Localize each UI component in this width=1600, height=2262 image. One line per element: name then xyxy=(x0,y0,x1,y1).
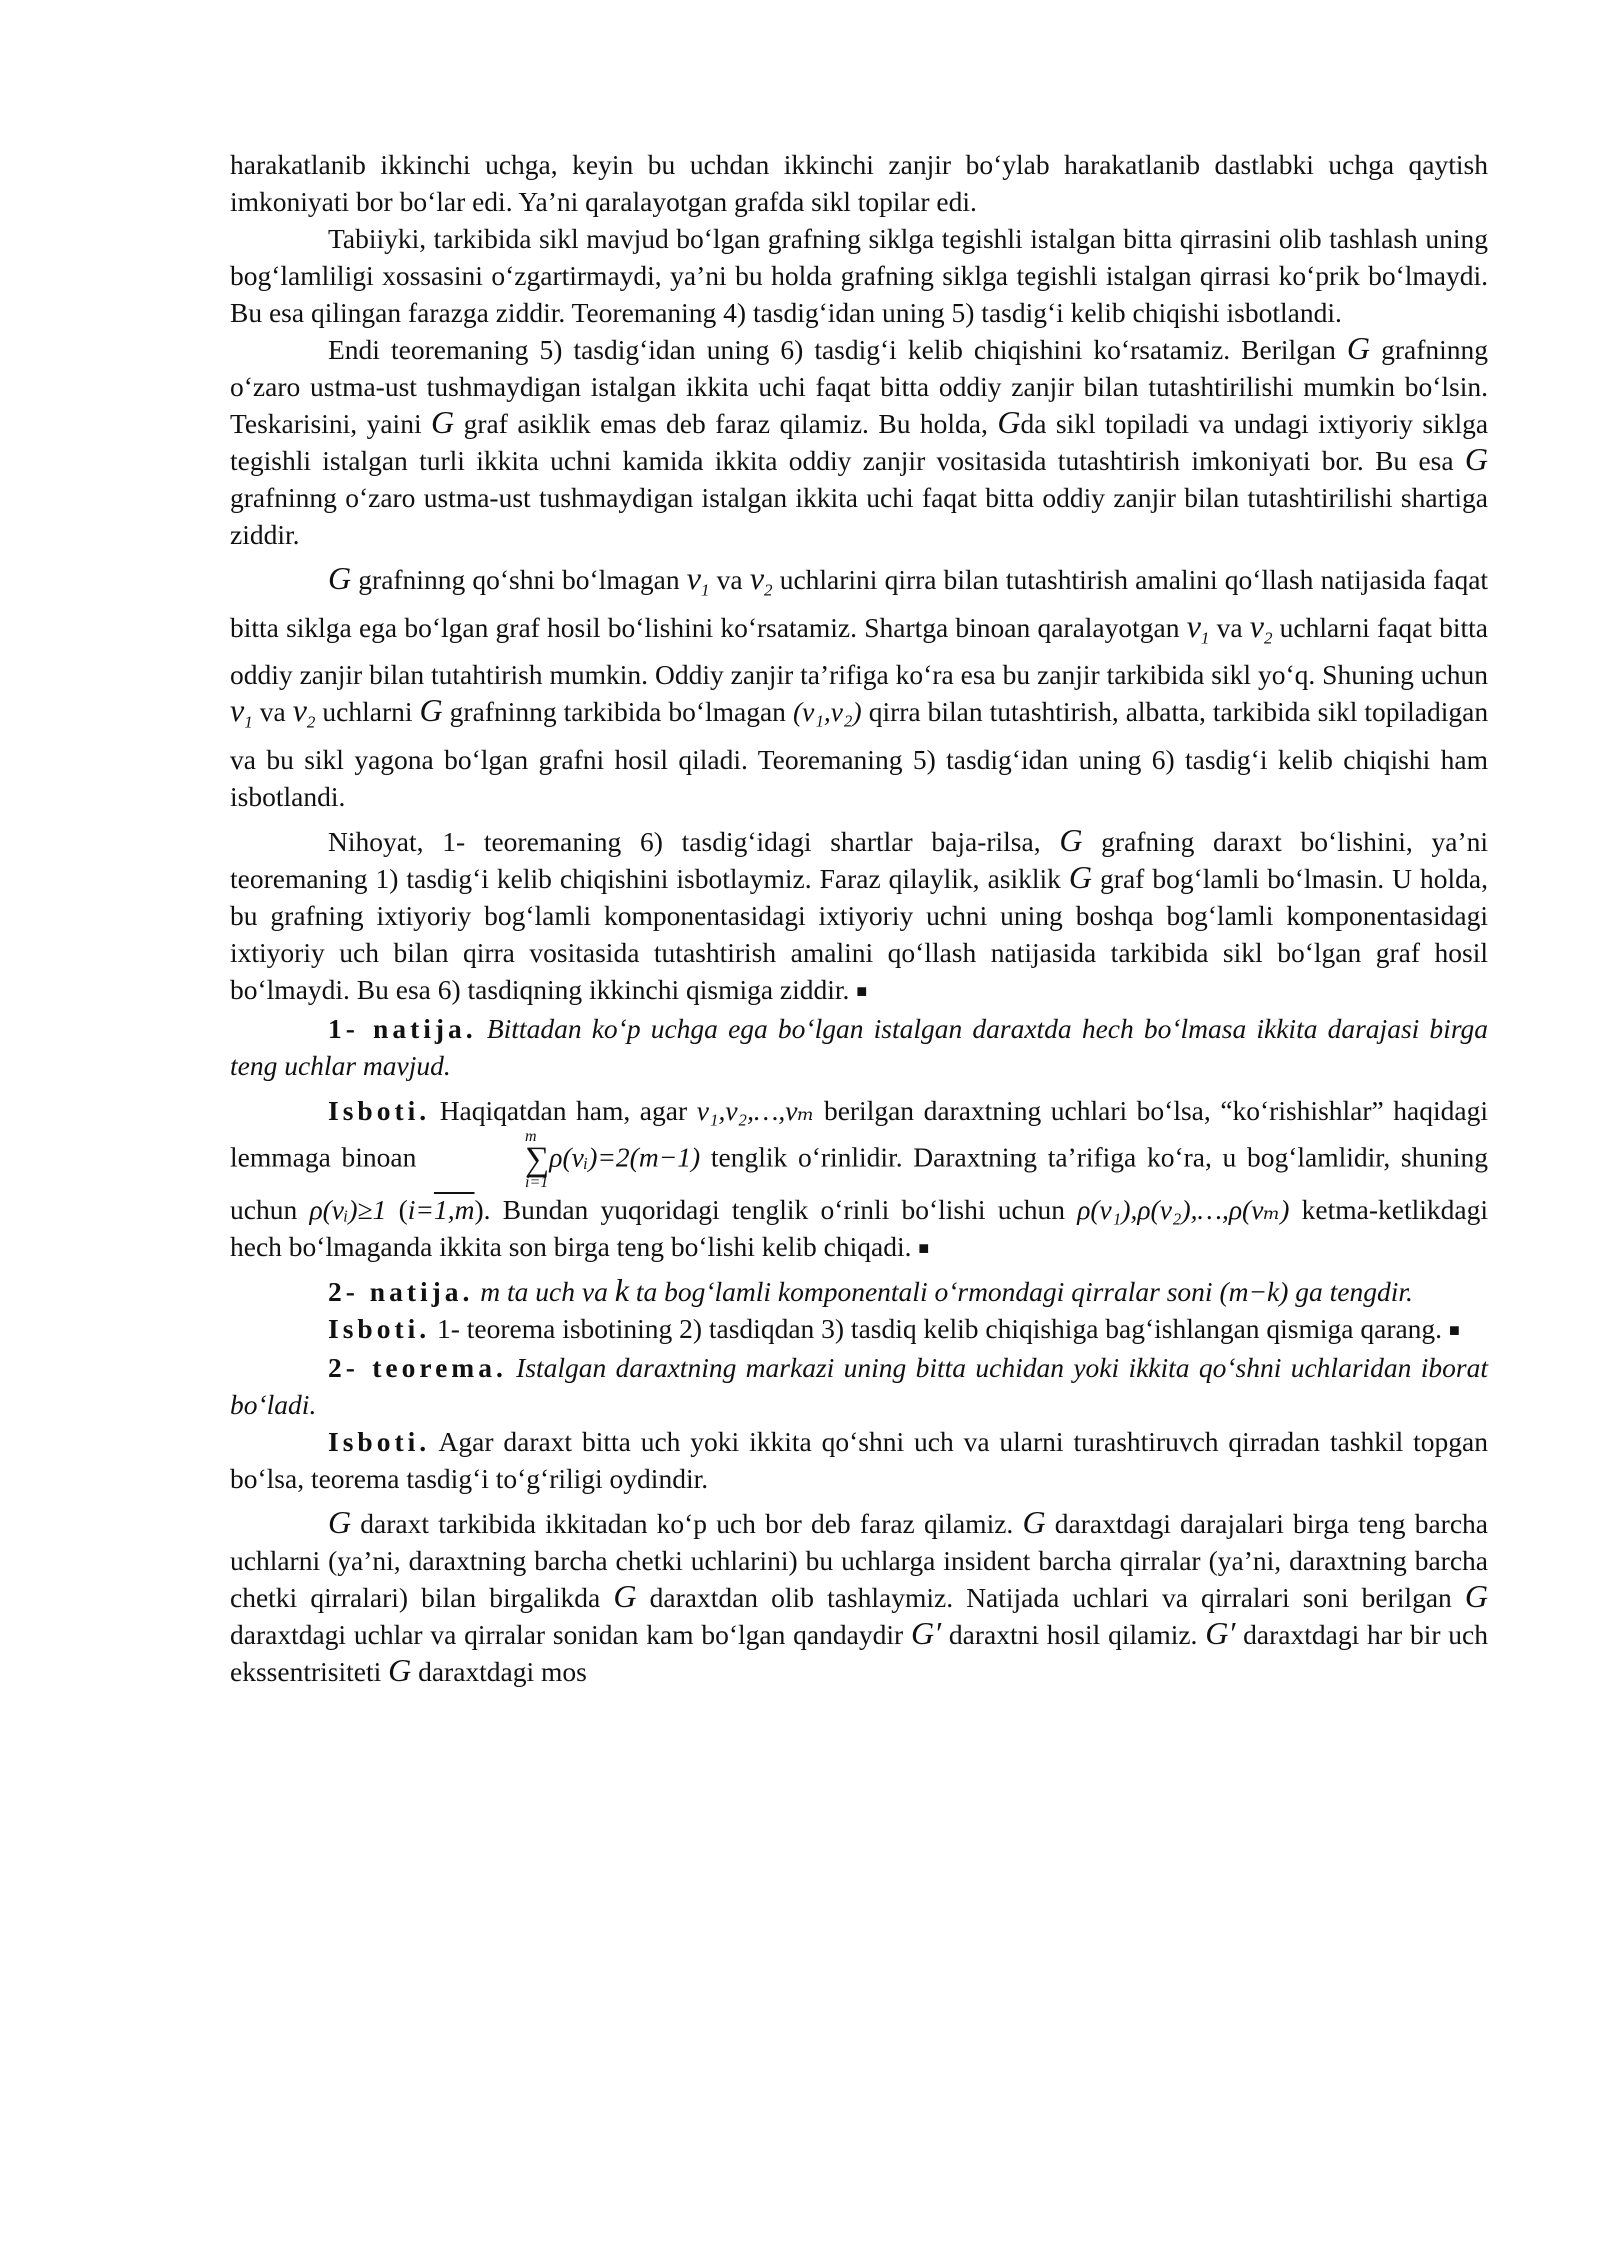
math-expression: (m−k) xyxy=(1219,1275,1289,1307)
qed-mark: ■ xyxy=(1448,1319,1460,1340)
math-symbol: G′ xyxy=(1205,1614,1236,1651)
corollary-2: 2- natija. m ta uch va k ta bog‘lamli komponentali o‘rmondagi qirralar soni (m−k) ga tengdir. xyxy=(328,1271,1413,1308)
page-content xyxy=(230,146,1488,1690)
math-symbol: G xyxy=(1464,441,1488,477)
math-symbol: G xyxy=(613,1577,637,1614)
paragraph: Nihoyat, 1- teoremaning 6) tasdig‘idagi shartlar baja-rilsa, G grafning daraxt bo‘lishini, ya’ni teoremaning 1) tasdig‘i kelib chiqishini isbotlaymiz. Faraz qilaylik, asiklik G graf bog‘lamli bo‘lmasin. U holda, bu grafning ixtiyoriy bog‘lamli komponentasidagi ixtiyoriy uchni uning boshqa bog‘lamli komponentasidagi ixtiyoriy uch bilan qirra vositasida tutashtirish amalini qo‘llash natijasida tarkibida sikl bo‘lgan graf hosil bo‘lmaydi. Bu esa 6) tasdiqning ikkinchi qismiga ziddir. ■ xyxy=(230,821,1489,1005)
proof-label: Isboti. xyxy=(328,1312,431,1344)
paragraph: G grafninng qo‘shni bo‘lmagan $v_1$ va $v_2$ uchlarini qirra bilan tutashtirish amalini qo‘llash natijasida faqat bitta siklga ega bo‘lgan graf hosil bo‘lishini ko‘rsatamiz. Shartga binoan qaralayotgan $v_1$ va $v_2$ uchlarni faqat bitta oddiy zanjir bilan tutahtirish mumkin. Oddiy zanjir ta’rifiga ko‘ra esa bu zanjir tarkibida sikl yo‘q. Shuning uchun $v_1$ va $v_2$ uchlarni G grafninng tarkibida bo‘lmagan (v₁,v₂) qirra bilan tutashtirish, albatta, tarkibida sikl topiladigan va bu sikl yagona bo‘lgan grafni hosil qiladi. Teoremaning 5) tasdig‘idan uning 6) tasdig‘i kelib chiqishi ham isbotlandi. xyxy=(230,560,1489,812)
math-symbol: $v_2$ xyxy=(292,692,316,732)
proof-1: Isboti. Haqiqatdan ham, agar v₁,v₂,…,vₘ berilgan daraxtning uchlari bo‘lsa, “ko‘rishishlar” haqidagi lemmaga binoan m ∑ i=1 ρ(vᵢ)=2(m−1) tenglik o‘rinlidir. Daraxtning ta’rifiga ko‘ra, u bog‘lamlidir, shuning uchun ρ(vᵢ)≥1 (i=1,m). Bundan yuqoridagi tenglik o‘rinli bo‘lishi uchun ρ(v₁),ρ(v₂),…,ρ(vₘ) ketma-ketlikdagi hech bo‘lmaganda ikkita son birga teng bo‘lishi kelib chiqadi. ■ xyxy=(230,1094,1489,1262)
theorem-2: 2- teorema. Istalgan daraxtning markazi uning bitta uchidan yoki ikkita qo‘shni uchlaridan iborat bo‘ladi. xyxy=(230,1351,1488,1420)
math-symbol: m xyxy=(480,1275,501,1307)
corollary-label: 1- natija. xyxy=(328,1012,477,1044)
math-symbol: G xyxy=(328,560,352,596)
proof-2: Isboti. 1- teorema isbotining 2) tasdiqdan 3) tasdiq kelib chiqishiga bag‘ishlangan qismiga qarang. ■ xyxy=(328,1312,1460,1344)
math-symbol: G xyxy=(328,1503,352,1540)
math-symbol: $v_1$ xyxy=(686,560,710,600)
math-symbol: G xyxy=(1346,330,1371,366)
math-symbol: G xyxy=(1068,858,1093,895)
proof-label: Isboti. xyxy=(328,1094,431,1126)
math-expression: (v₁,v₂) xyxy=(792,696,862,727)
math-expression: v₁,v₂,…,vₘ xyxy=(696,1094,815,1126)
math-expression: i=1,m xyxy=(407,1193,475,1225)
summation-formula: m ∑ i=1 xyxy=(525,1127,550,1191)
theorem-label: 2- teorema. xyxy=(328,1351,507,1383)
math-symbol: $v_2$ xyxy=(749,560,773,600)
math-expression: ρ(vᵢ)=2(m−1) xyxy=(549,1140,701,1172)
paragraph: G daraxt tarkibida ikkitadan ko‘p uch bor deb faraz qilamiz. G daraxtdagi darajalari birga teng barcha uchlarni (ya’ni, daraxtning barcha chetki uchlarini) bu uchlarga insident barcha qirralar (ya’ni, daraxtning barcha chetki qirralari) bilan birgalikda G daraxtdan olib tashlaymiz. Natijada uchlari va qirralari soni berilgan G daraxtdagi uchlar va qirralar sonidan kam bo‘lgan qandaydir G′ daraxtni hosil qilamiz. G′ daraxtdagi har bir uch ekssentrisiteti G daraxtdagi mos xyxy=(230,1503,1489,1688)
corollary-1: 1- natija. Bittadan ko‘p uchga ega bo‘lgan istalgan daraxtda hech bo‘lmasa ikkita darajasi birga teng uchlar mavjud. xyxy=(230,1012,1489,1081)
paragraph: Endi teoremaning 5) tasdig‘idan uning 6) tasdig‘i kelib chiqishini ko‘rsatamiz. Berilgan G grafninng o‘zaro ustma-ust tushmaydigan istalgan ikkita uchi faqat bitta oddiy zanjir bilan tutashtirilishi mumkin bo‘lsin. Teskarisini, yaini G graf asiklik emas deb faraz qilamiz. Bu holda, Gda sikl topiladi va undagi ixtiyoriy siklga tegishli istalgan turli ikkita uchni kamida ikkita oddiy zanjir vositasida tutashtirish imkoniyati bor. Bu esa G grafninng o‘zaro ustma-ust tushmaydigan istalgan ikkita uchi faqat bitta oddiy zanjir bilan tutashtirilishi shartiga ziddir. xyxy=(230,330,1489,550)
math-symbol: G xyxy=(419,692,443,728)
proof-3: Isboti. Agar daraxt bitta uch yoki ikkita qo‘shni uch va ularni turashtiruvch qirradan tashkil topgan bo‘lsa, teorema tasdig‘i to‘g‘riligi oydindir. xyxy=(230,1425,1489,1494)
proof-label: Isboti. xyxy=(328,1425,431,1457)
math-symbol: G xyxy=(1464,1577,1489,1614)
math-symbol: G xyxy=(431,404,455,440)
math-symbol: $v_1$ xyxy=(1186,607,1210,647)
paragraph: harakatlanib ikkinchi uchga, keyin bu uchdan ikkinchi zanjir bo‘ylab harakatlanib dastlabki uchga qaytish imkoniyati bor bo‘lar edi. Ya’ni qaralayotgan grafda sikl topilar edi. xyxy=(230,149,1488,217)
qed-mark: ■ xyxy=(856,980,868,1001)
math-symbol: G xyxy=(997,404,1021,440)
math-symbol: k xyxy=(614,1271,629,1308)
math-symbol: G′ xyxy=(910,1614,942,1651)
math-symbol: $v_2$ xyxy=(1249,607,1273,647)
paragraph: Tabiiyki, tarkibida sikl mavjud bo‘lgan grafning siklga tegishli istalgan bitta qirrasini olib tashlash uning bog‘lamliligi xossasini o‘zgartirmaydi, ya’ni bu holda grafning siklga tegishli istalgan qirrasi ko‘prik bo‘lmaydi. Bu esa qilingan farazga ziddir. Teoremaning 4) tasdig‘idan uning 5) tasdig‘i kelib chiqishi isbotlandi. xyxy=(230,223,1488,328)
math-symbol: G xyxy=(1022,1503,1046,1540)
math-symbol: G xyxy=(1059,821,1083,858)
corollary-label: 2- natija. xyxy=(328,1275,474,1307)
math-expression: ρ(vᵢ)≥1 xyxy=(309,1193,387,1225)
math-symbol: G xyxy=(388,1651,412,1688)
qed-mark: ■ xyxy=(918,1237,930,1258)
math-expression: ρ(v₁),ρ(v₂),…,ρ(vₘ) xyxy=(1077,1193,1290,1225)
math-symbol: $v_1$ xyxy=(230,692,253,732)
